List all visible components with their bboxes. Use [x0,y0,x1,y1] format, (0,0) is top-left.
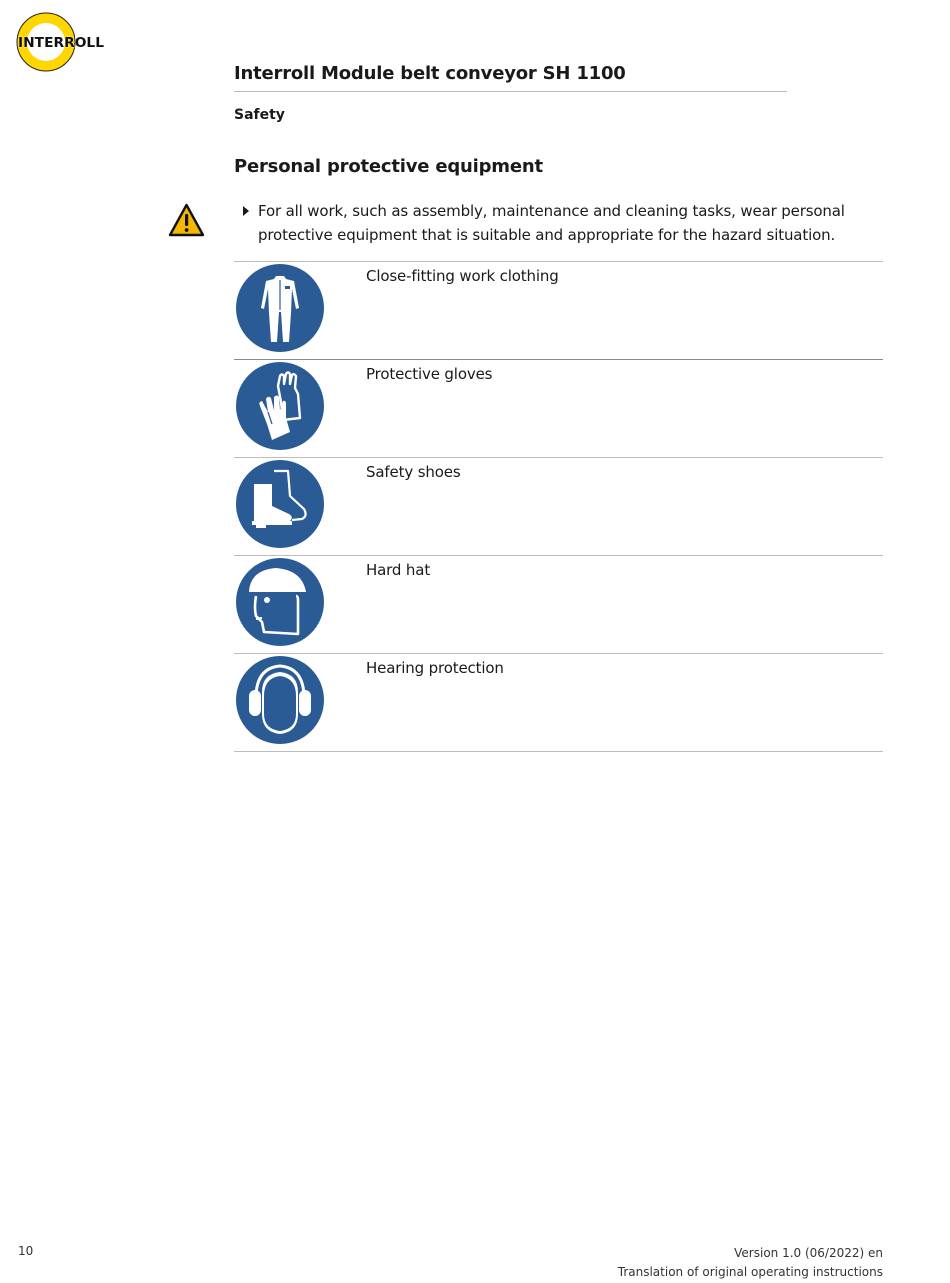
page-number: 10 [18,1244,34,1258]
ppe-table [234,261,883,752]
table-row [234,556,883,654]
hearing-protection-icon [236,656,324,744]
logo-text: INTERROLL [18,35,105,51]
document-title: Interroll Module belt conveyor SH 1100 [234,63,787,92]
translation-note: Translation of original operating instructions [617,1265,883,1279]
ppe-label: Protective gloves [366,365,493,383]
section-title: Safety [234,107,285,123]
warning-triangle-icon [168,203,205,237]
ppe-label: Safety shoes [366,463,461,481]
ppe-label: Close-fitting work clothing [366,267,559,285]
instruction-text: For all work, such as assembly, maintenance and cleaning tasks, wear personal protective equipment that is suitable and appropriate for the hazard situation. [258,202,845,244]
table-row [234,360,883,458]
safety-shoes-icon [236,460,324,548]
table-row [234,458,883,556]
page-heading: Personal protective equipment [234,156,543,177]
interroll-logo [16,12,106,72]
footer-info [618,1244,883,1282]
table-row [234,654,883,752]
version-text: Version 1.0 (06/2022) en [734,1246,883,1260]
protective-gloves-icon [236,362,324,450]
instruction-item [243,200,883,247]
ppe-label: Hearing protection [366,659,504,677]
work-clothing-icon [236,264,324,352]
ppe-label: Hard hat [366,561,431,579]
hard-hat-icon [236,558,324,646]
bullet-arrow-icon [243,206,249,216]
table-row [234,262,883,360]
